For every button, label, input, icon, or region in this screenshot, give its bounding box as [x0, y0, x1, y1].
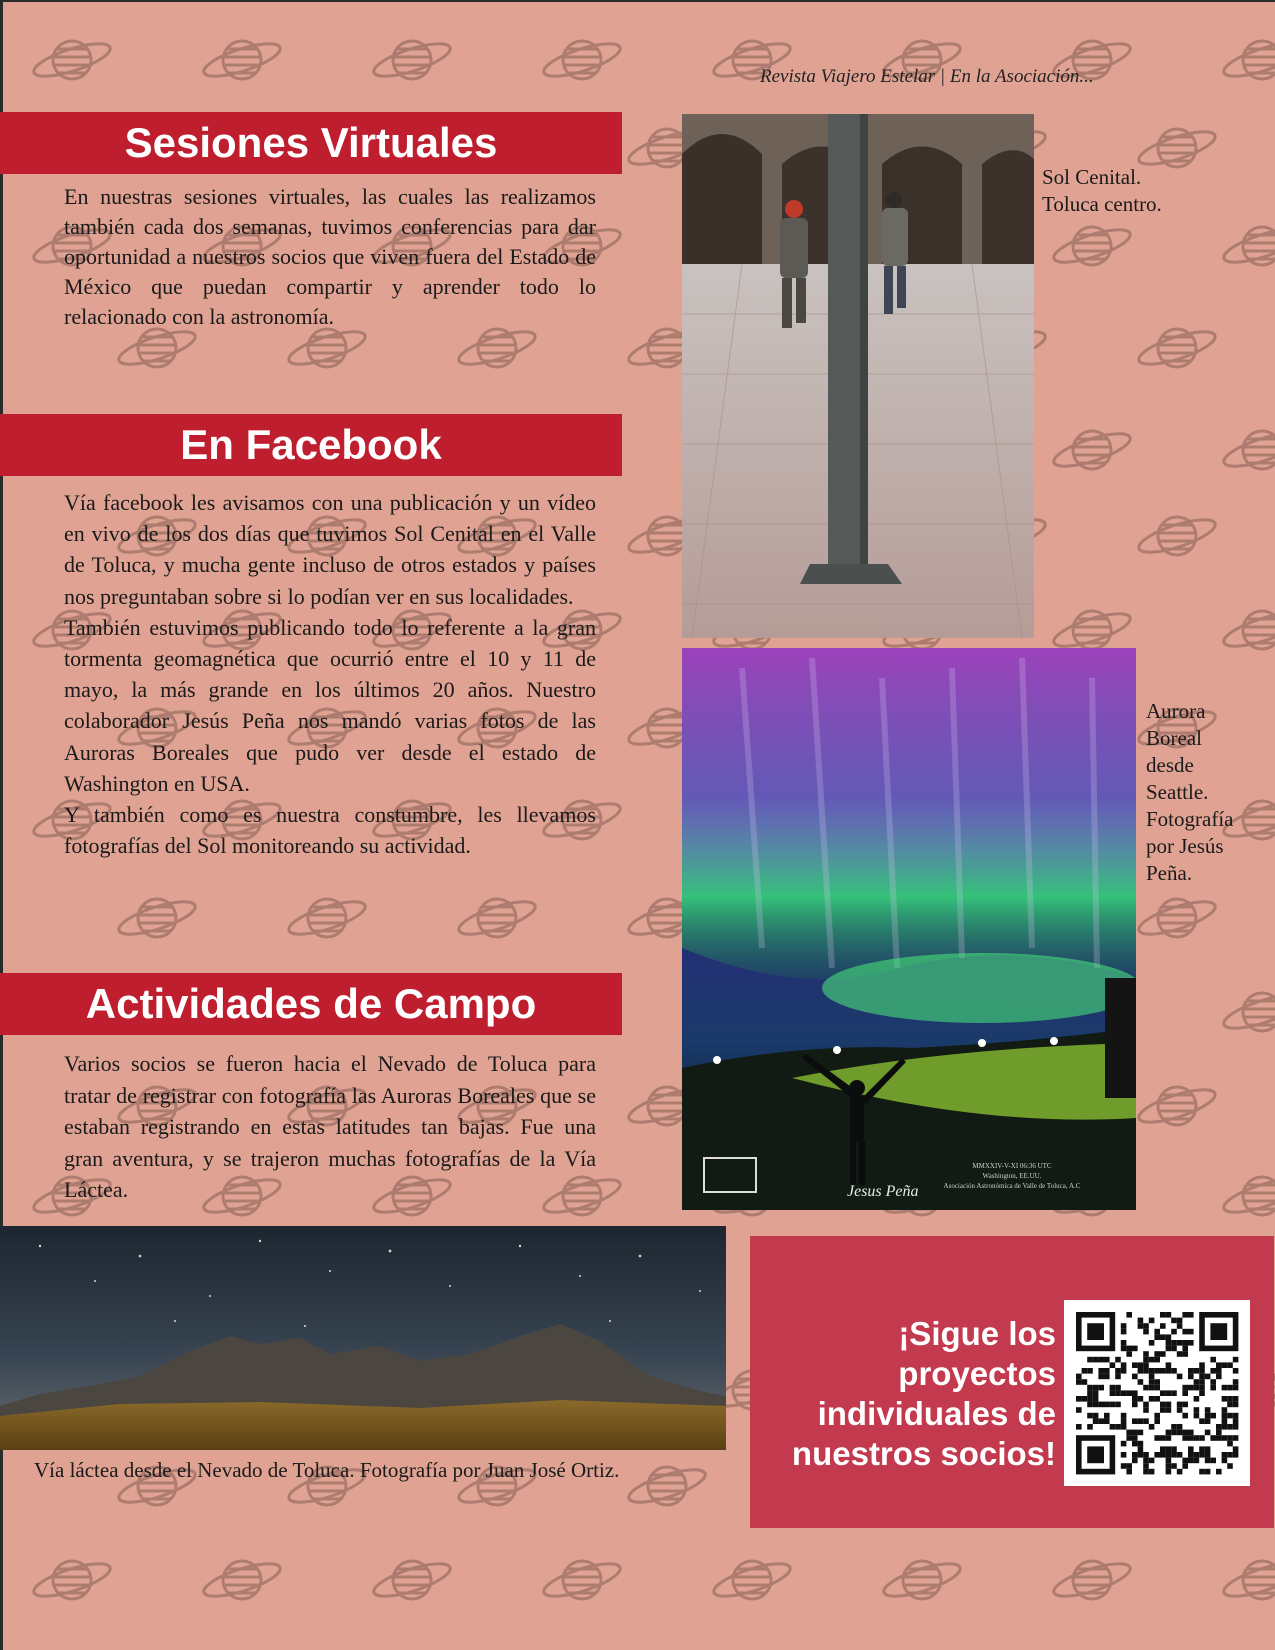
page-border-top: [0, 0, 1275, 2]
running-head: Revista Viajero Estelar | En la Asociación...: [760, 66, 1094, 87]
promo-text: [760, 1314, 1056, 1474]
facebook-body: [64, 487, 596, 861]
facebook-paragraph-2: También estuvimos publicando todo lo referente a la gran tormenta geomagnética que ocurrió entre el 10 y 11 de mayo, la más grande en los últimos 20 años. Nuestro colaborador Jesús Peña nos mandó varias fotos de las Auroras Boreales que pudo ver desde el estado de Washington en USA.: [64, 614, 596, 796]
caption-line: Toluca centro.: [1042, 192, 1162, 216]
campo-paragraph: Varios socios se fueron hacia el Nevado de Toluca para tratar de registrar con fotografía las Auroras Boreales que se estaban registrando en estas latitudes tan bajas. Fue una gran aventura, y se trajeron muchas fotografías de la Vía Láctea.: [64, 1051, 596, 1202]
qr-code[interactable]: [1064, 1300, 1250, 1486]
facebook-paragraph-3: Y también como es nuestra constumbre, les llevamos fotografías del Sol monitoreando su actividad.: [64, 802, 596, 859]
via-lactea-photo: [0, 1226, 726, 1450]
campo-body: [64, 1048, 596, 1206]
section-title-sesiones: Sesiones Virtuales: [0, 112, 622, 174]
section-title-campo: Actividades de Campo: [0, 973, 622, 1035]
sesiones-paragraph: En nuestras sesiones virtuales, las cuales las realizamos también cada dos semanas, tuvimos conferencias para dar oportunidad a nuestros socios que viven fuera del Estado de México que puedan compartir y aprender todo lo relacionado con la astronomía.: [64, 184, 596, 329]
caption-line: Fotografía: [1146, 807, 1234, 831]
promo-line: individuales de: [817, 1395, 1056, 1432]
caption-line: Sol Cenital.: [1042, 165, 1142, 189]
aurora-photo: [682, 648, 1136, 1210]
promo-line: nuestros socios!: [791, 1435, 1056, 1472]
facebook-paragraph-1: Vía facebook les avisamos con una publicación y un vídeo en vivo de los dos días que tuvimos Sol Cenital en el Valle de Toluca, y mucha gente incluso de otros estados y países nos preguntaban sobre si lo podían ver en sus localidades.: [64, 490, 596, 609]
sol-cenital-caption: [1042, 164, 1162, 218]
promo-line: ¡Sigue los: [898, 1315, 1056, 1352]
section-title-facebook: En Facebook: [0, 414, 622, 476]
caption-line: Peña.: [1146, 861, 1193, 885]
promo-line: proyectos: [898, 1355, 1056, 1392]
sesiones-body: [64, 182, 596, 332]
aurora-caption: [1146, 698, 1233, 887]
caption-line: Aurora: [1146, 699, 1206, 723]
aurora-signature: Jesus Peña: [847, 1183, 919, 1200]
sol-cenital-photo: [682, 114, 1034, 638]
aurora-stamp-line: Asociación Astronómica de Valle de Toluca, A.C: [943, 1182, 1081, 1190]
aurora-stamp-line: MMXXIV-V-XI 06:36 UTC: [972, 1162, 1052, 1170]
aurora-stamp-line: Washington, EE.UU.: [982, 1172, 1042, 1180]
caption-line: Boreal: [1146, 726, 1202, 750]
caption-line: desde: [1146, 753, 1194, 777]
caption-line: por Jesús: [1146, 834, 1224, 858]
caption-line: Seattle.: [1146, 780, 1209, 804]
via-lactea-caption: Vía láctea desde el Nevado de Toluca. Fotografía por Juan José Ortiz.: [34, 1458, 620, 1482]
